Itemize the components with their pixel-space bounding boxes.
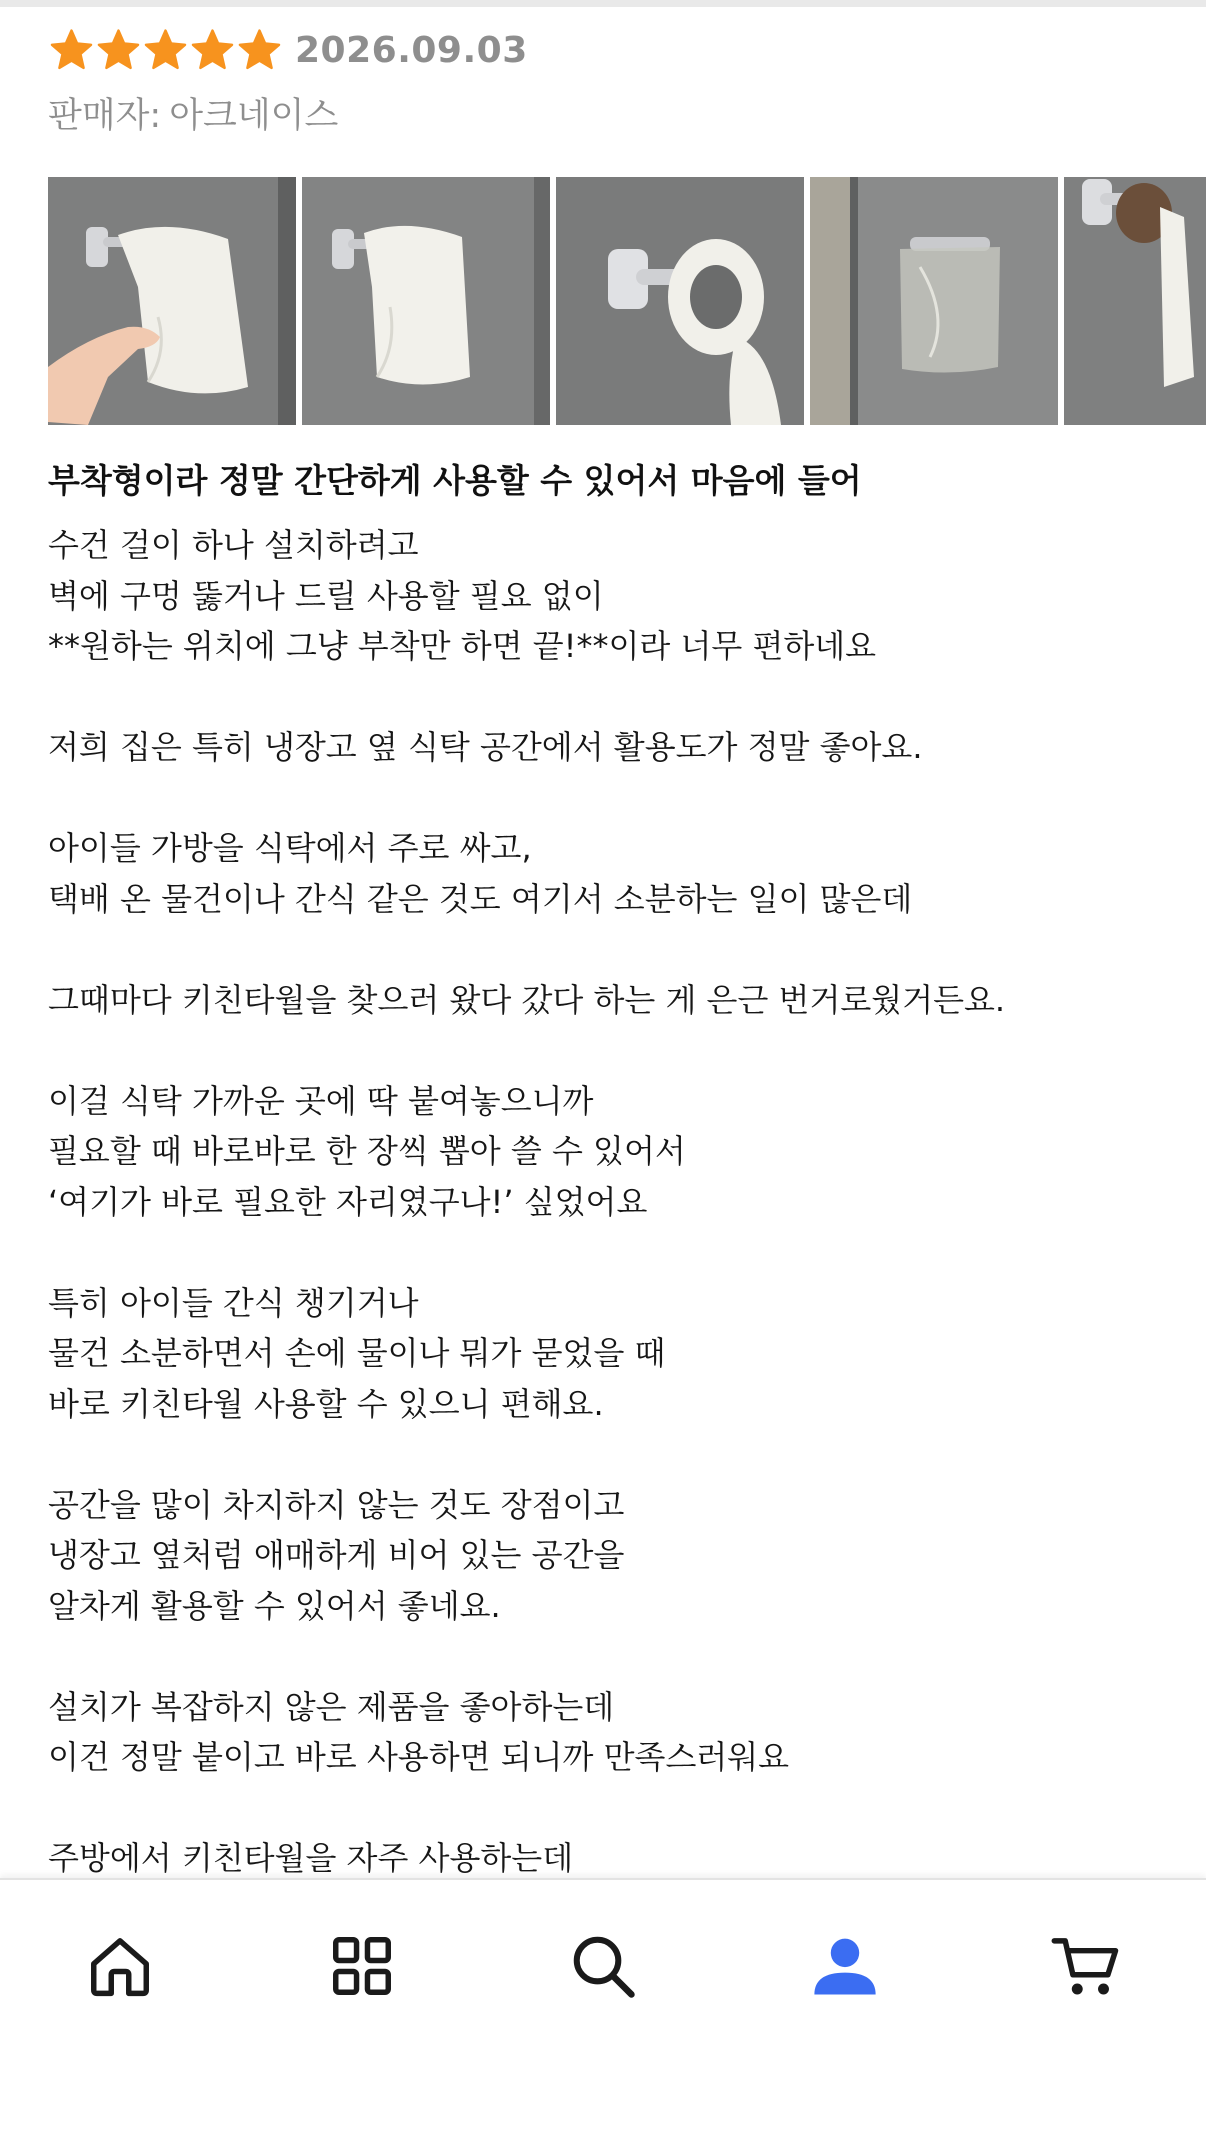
paragraph-gap [48, 672, 1178, 723]
star-icon [48, 27, 95, 74]
star-icon [189, 27, 236, 74]
grid-icon [327, 1931, 397, 2001]
review-text-line: 필요할 때 바로바로 한 장씩 뽑아 쓸 수 있어서 [48, 1132, 686, 1170]
seller-label: 판매자: [48, 96, 162, 136]
nav-categories[interactable] [322, 1926, 402, 2006]
paragraph-gap [48, 1631, 1178, 1682]
review-text-line: 아이들 가방을 식탁에서 주로 싸고, [48, 829, 532, 867]
review-text-line: 그때마다 키친타월을 찾으러 왔다 갔다 하는 게 은근 번거로웠거든요. [48, 980, 1006, 1019]
review-photo[interactable] [556, 177, 804, 425]
review-text-line: ‘여기가 바로 필요한 자리였구나!’ 싶었어요 [48, 1182, 648, 1221]
paragraph-gap [48, 773, 1178, 824]
seller-name: 아크네이스 [169, 96, 339, 136]
nav-home[interactable] [80, 1926, 160, 2006]
review-text-line: 택배 온 물건이나 간식 같은 것도 여기서 소분하는 일이 많은데 [48, 879, 913, 918]
nav-my-page[interactable] [805, 1926, 885, 2006]
paragraph-gap [48, 924, 1178, 975]
nav-search[interactable] [563, 1926, 643, 2006]
review-photo[interactable] [302, 177, 550, 425]
review-text-line: 특히 아이들 간식 챙기거나 [48, 1283, 419, 1322]
review-text-line: 벽에 구멍 뚫거나 드릴 사용할 필요 없이 [48, 576, 604, 615]
review-text-line: 물건 소분하면서 손에 물이나 뭐가 묻었을 때 [48, 1334, 666, 1372]
paragraph-gap [48, 1025, 1178, 1076]
bottom-navigation [0, 1878, 1206, 2136]
review-text-line: 공간을 많이 차지하지 않는 것도 장점이고 [48, 1485, 625, 1524]
paragraph-gap [48, 1783, 1178, 1834]
seller-info [48, 88, 339, 136]
nav-cart[interactable] [1046, 1926, 1126, 2006]
paragraph-gap [48, 1429, 1178, 1480]
rating-row [48, 26, 528, 74]
review-text-line: 주방에서 키친타월을 자주 사용하는데 [48, 1839, 574, 1877]
review-date: 2026.09.03 [295, 29, 528, 71]
star-rating [48, 27, 283, 74]
star-icon [95, 27, 142, 74]
review-photo-strip[interactable] [48, 177, 1206, 425]
search-icon [568, 1931, 638, 2001]
review-headline: 부착형이라 정말 간단하게 사용할 수 있어서 마음에 들어 [48, 461, 862, 500]
review-text-line: 바로 키친타월 사용할 수 있으니 편해요. [48, 1384, 604, 1423]
cart-icon [1051, 1931, 1121, 2001]
review-body [48, 520, 1178, 1878]
review-text-line: 이걸 식탁 가까운 곳에 딱 붙여놓으니까 [48, 1081, 594, 1120]
review-photo[interactable] [48, 177, 296, 425]
review-photo[interactable] [810, 177, 1058, 425]
profile-icon [810, 1931, 880, 2001]
review-photo[interactable] [1064, 177, 1206, 425]
star-icon [236, 27, 283, 74]
star-icon [142, 27, 189, 74]
paragraph-gap [48, 1227, 1178, 1278]
review-text-line: 알차게 활용할 수 있어서 좋네요. [48, 1586, 501, 1625]
review-text-line: 설치가 복잡하지 않은 제품을 좋아하는데 [48, 1687, 615, 1726]
home-icon [85, 1931, 155, 2001]
review-text-line: 이건 정말 붙이고 바로 사용하면 되니까 만족스러워요 [48, 1738, 790, 1776]
review-text-line: 저희 집은 특히 냉장고 옆 식탁 공간에서 활용도가 정말 좋아요. [48, 728, 923, 766]
review-text-line: 수건 걸이 하나 설치하려고 [48, 526, 419, 564]
review-text-line: **원하는 위치에 그냥 부착만 하면 끝!**이라 너무 편하네요 [48, 627, 877, 665]
review-text-line: 냉장고 옆처럼 애매하게 비어 있는 공간을 [48, 1536, 625, 1574]
